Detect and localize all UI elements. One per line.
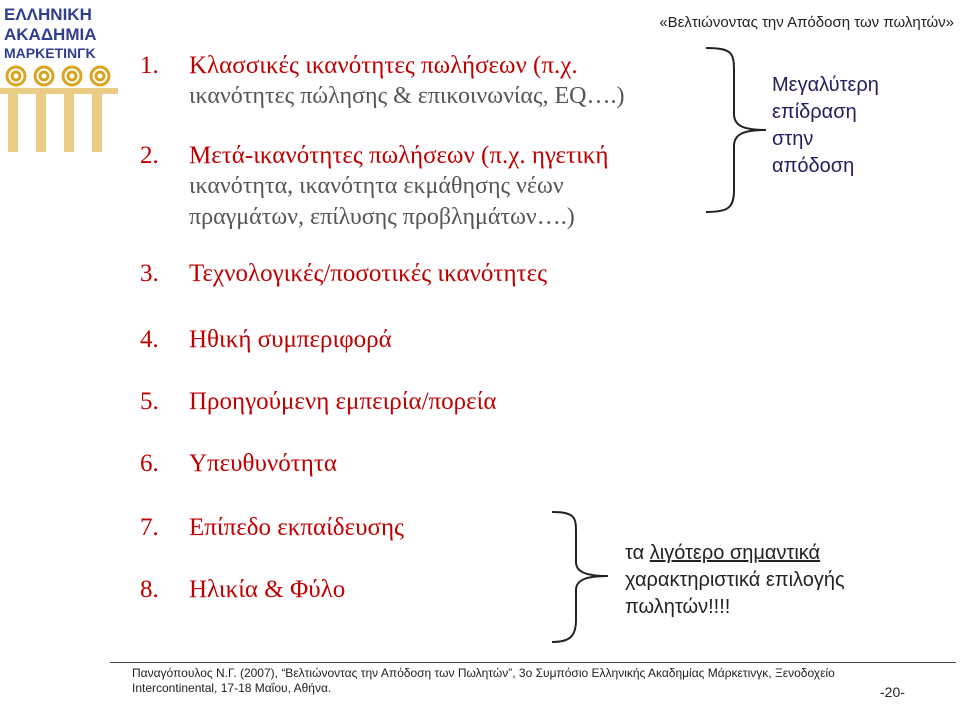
citation-line: Intercontinental, 17-18 Μαΐου, Αθήνα.: [132, 681, 332, 695]
less-note-prefix: τα: [625, 542, 650, 564]
less-note-line2: χαρακτηριστικά επιλογής: [625, 569, 845, 591]
less-note-underlined: λιγότερο σημαντικά: [649, 542, 821, 564]
item-text: Κλασσικές ικανότητες πωλήσεων (π.χ.: [189, 52, 578, 79]
item-text: Προηγούμενη εμπειρία/πορεία: [189, 388, 497, 415]
item-subtext: πραγμάτων, επίλυσης προβλημάτων….): [189, 204, 575, 230]
impact-note-line: στην: [772, 128, 814, 150]
top-brace-icon: [700, 44, 780, 216]
impact-note: [772, 72, 879, 180]
item-text: Ηθική συμπεριφορά: [189, 326, 392, 353]
logo-line3: ΜΑΡΚΕΤΙΝΓΚ: [4, 45, 96, 61]
list-item: [140, 50, 624, 112]
page-number: -20-: [880, 684, 905, 700]
impact-note-line: επίδραση: [772, 101, 857, 123]
impact-note-line: Μεγαλύτερη: [772, 74, 879, 96]
bottom-brace-icon: [548, 508, 618, 646]
item-text: Μετά-ικανότητες πωλήσεων (π.χ. ηγετική: [189, 142, 609, 169]
list-item: [140, 512, 404, 543]
list-item: [140, 324, 392, 355]
item-number: 7.: [140, 514, 159, 541]
item-number: 3.: [140, 260, 159, 287]
item-number: 4.: [140, 326, 159, 353]
list-item: [140, 386, 496, 417]
slide-header-title: «Βελτιώνοντας την Απόδοση των πωλητών»: [659, 14, 954, 31]
item-number: 5.: [140, 388, 159, 415]
impact-note-line: απόδοση: [772, 155, 855, 177]
item-text: Ηλικία & Φύλο: [189, 576, 346, 603]
citation-line: Παναγόπουλος Ν.Γ. (2007), “Βελτιώνοντας την Απόδοση των Πωλητών”, 3ο Συμπόσιο Ελληνικής Ακαδημίας Μάρκετινγκ, Ξενοδοχείο: [132, 666, 835, 680]
item-subtext: ικανότητες πώλησης & επικοινωνίας, EQ….): [189, 83, 625, 109]
less-note-line3: πωλητών!!!!: [625, 596, 731, 618]
list-item: [140, 574, 345, 605]
less-important-note: [625, 540, 845, 621]
footer-citation: [132, 666, 872, 696]
academy-logo: [0, 0, 128, 152]
list-item: [140, 258, 547, 289]
footer-divider: [110, 662, 956, 663]
list-item: [140, 140, 608, 233]
item-subtext: ικανότητα, ικανότητα εκμάθησης νέων: [189, 173, 564, 199]
item-number: 2.: [140, 142, 159, 169]
item-number: 1.: [140, 52, 159, 79]
logo-line2: ΑΚΑΔΗΜΙΑ: [4, 25, 97, 44]
item-number: 8.: [140, 576, 159, 603]
item-text: Υπευθυνότητα: [189, 450, 337, 477]
item-text: Επίπεδο εκπαίδευσης: [189, 514, 404, 541]
list-item: [140, 448, 337, 479]
item-number: 6.: [140, 450, 159, 477]
item-text: Τεχνολογικές/ποσοτικές ικανότητες: [189, 260, 547, 287]
logo-line1: ΕΛΛΗΝΙΚΗ: [4, 5, 92, 24]
